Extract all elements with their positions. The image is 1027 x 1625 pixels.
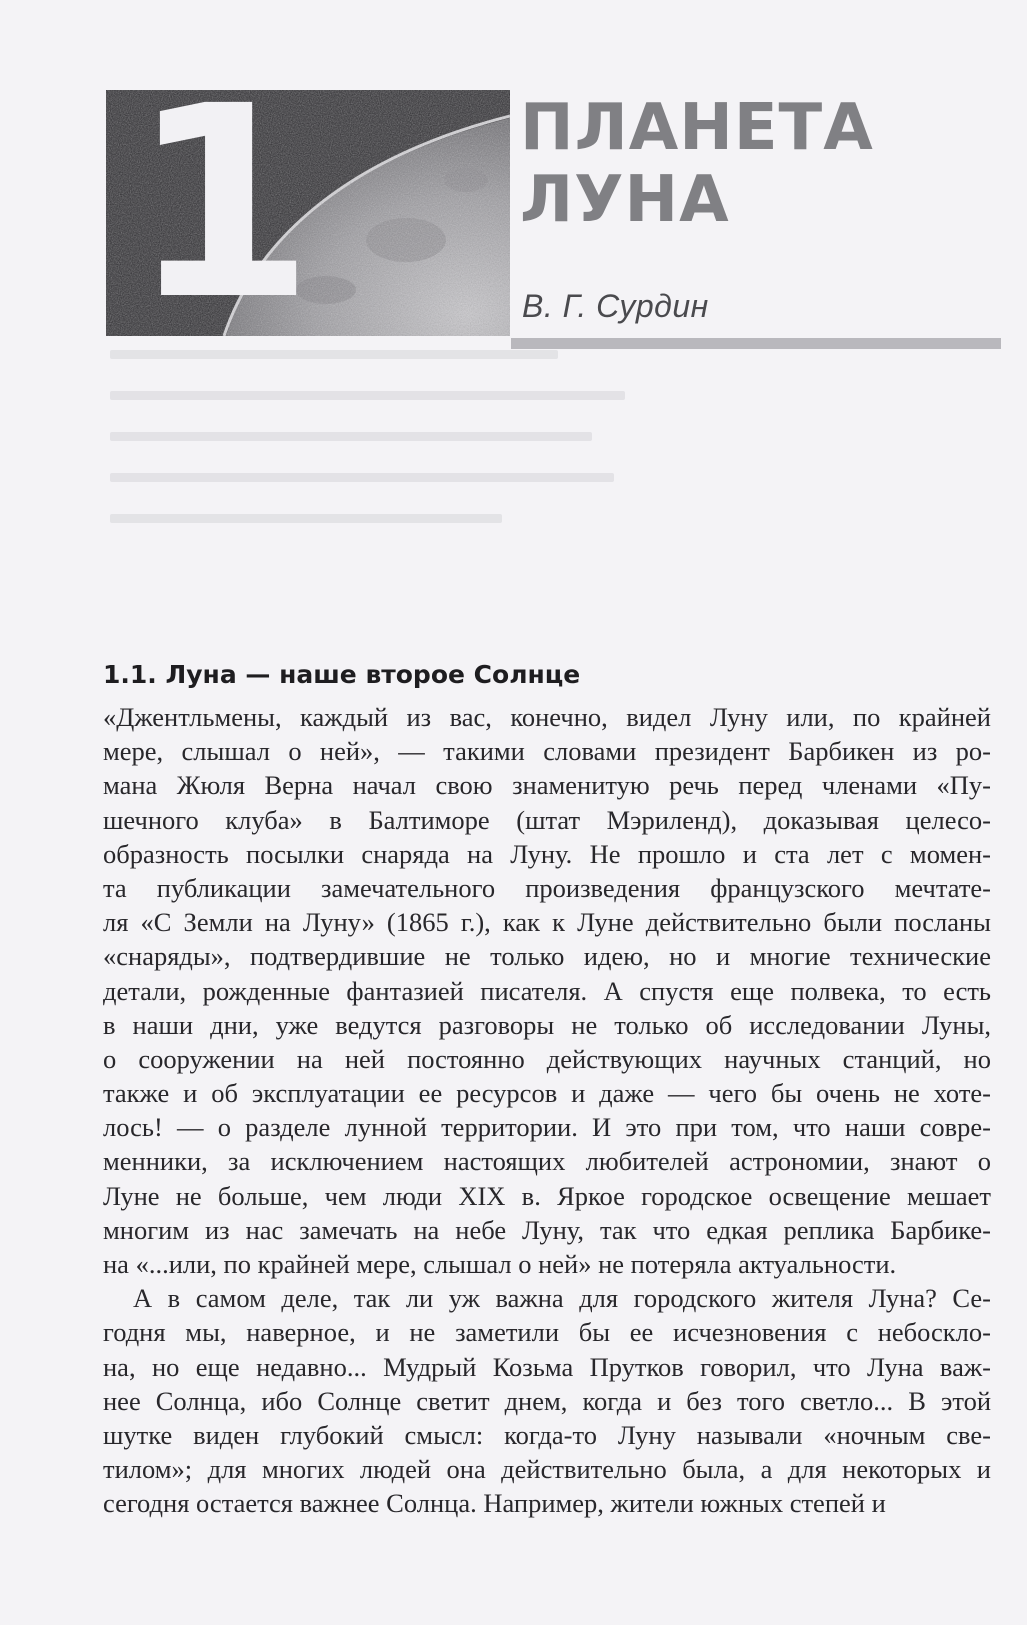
text-line: сегодня остается важнее Солнца. Например, жители южных степей и (103, 1488, 886, 1519)
text-line: нее Солнца, ибо Солнце светит днем, когда и без того светло... В этой (103, 1385, 991, 1416)
chapter-number: 1 (130, 50, 311, 358)
paragraph (103, 1281, 991, 1520)
chapter-title-block (520, 92, 980, 236)
text-line: Луне не больше, чем люди XIX в. Яркое городское освещение мешает (103, 1180, 991, 1211)
body-text (103, 700, 991, 1521)
text-line: детали, рожденные фантазией писателя. А спустя еще полвека, то есть (103, 975, 991, 1006)
text-line: годня мы, наверное, и не заметили бы ее исчезновения с небоскло- (103, 1317, 991, 1348)
header-rule (511, 338, 1001, 349)
bleed-through-texture (110, 350, 670, 600)
text-line: «снаряды», подтвердившие не только идею, но и многие технические (103, 941, 991, 972)
text-line: та публикации замечательного произведения французского мечтате- (103, 872, 991, 903)
text-line: мана Жюля Верна начал свою знаменитую речь перед членами «Пу- (103, 770, 991, 801)
chapter-title-line: ЛУНА (520, 163, 730, 237)
text-line: шечного клуба» в Балтиморе (штат Мэриленд), доказывая целесо- (103, 804, 991, 835)
text-line: мере, слышал о ней», — такими словами президент Барбикен из ро- (103, 736, 991, 767)
text-line: на, но еще недавно... Мудрый Козьма Прутков говорил, что Луна важ- (103, 1351, 991, 1382)
chapter-title-line: ПЛАНЕТА (520, 91, 874, 165)
text-line: шутке виден глубокий смысл: когда-то Луну называли «ночным све- (103, 1419, 991, 1450)
text-line: лось! — о разделе лунной территории. И это при том, что наши совре- (103, 1112, 991, 1143)
text-line: образность посылки снаряда на Луну. Не прошло и ста лет с момен- (103, 838, 991, 869)
text-line: о сооружении на ней постоянно действующих научных станций, но (103, 1043, 991, 1074)
text-line: «Джентльмены, каждый из вас, конечно, видел Луну или, по крайней (103, 702, 991, 732)
text-line: тилом»; для многих людей она действительно была, а для некоторых и (103, 1454, 991, 1485)
section-heading: 1.1. Луна — наше второе Солнце (103, 660, 581, 689)
text-line: также и об эксплуатации ее ресурсов и даже — чего бы очень не хоте- (103, 1078, 991, 1109)
text-line: А в самом деле, так ли уж важна для городского жителя Луна? Се- (133, 1283, 991, 1314)
text-line: многим из нас замечать на небе Луну, так что едкая реплика Барбике- (103, 1214, 991, 1245)
text-line: менники, за исключением настоящих любителей астрономии, знают о (103, 1146, 991, 1177)
text-line: на «...или, по крайней мере, слышал о ней» не потеряла актуальности. (103, 1249, 897, 1279)
paragraph (103, 700, 991, 1281)
text-line: ля «С Земли на Луну» (1865 г.), как к Луне действительно были посланы (103, 907, 991, 938)
chapter-title (520, 92, 980, 236)
chapter-author: В. Г. Сурдин (522, 288, 709, 324)
text-line: в наши дни, уже ведутся разговоры не только об исследовании Луны, (103, 1009, 991, 1040)
